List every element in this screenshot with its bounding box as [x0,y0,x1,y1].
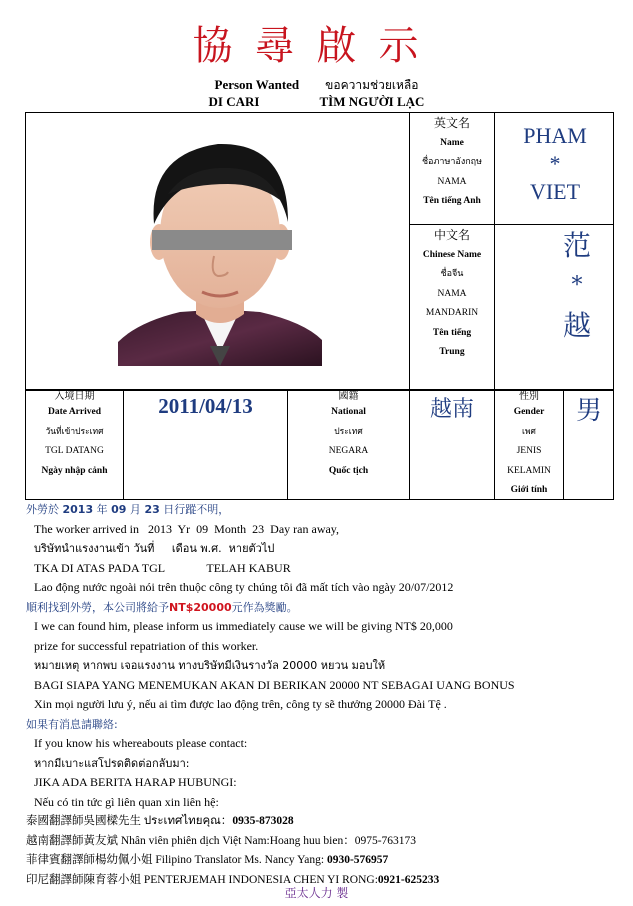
contact-filipino-translator: 菲律賓翻譯師楊幼佩小姐 Filipino Translator Ms. Nancy Yang: 0930-576957 [26,854,389,866]
notice-line-en-2: I we can found him, please inform us immediately cause we will be giving NT$ 20,000 [34,619,453,633]
agency-signature: 亞太人力 製 [284,886,349,900]
name-zh-separator: * [571,273,583,298]
date-arrived-label: 入境日期 Date Arrived วันที่เข้าประเทศ TGL DATANG Ngày nhập cảnh [41,391,108,476]
contact-heading-zh: 如果有消息請聯絡: [26,717,118,731]
notice-line-zh-1: 外勞於 2013 年 09 月 23 日行蹤不明， [26,503,230,516]
nationality-label: 國籍 National ประเทศ NEGARA Quốc tịch [328,391,369,476]
name-en-given: VIET [529,179,581,204]
notice-line-en-3: prize for successful repatriation of this worker. [34,638,259,653]
name-zh-label: 中文名 Chinese Name ชื่อจีน NAMA MANDARIN Tên tiếng Trung [422,228,482,357]
subtitle-tim-nguoi-lac: TÌM NGƯỜI LẠC [319,94,425,109]
name-en-value [496,118,614,210]
subtitle-di-cari: DI CARI [208,94,260,109]
contact-heading-en: If you know his whereabouts please contact: [34,736,248,750]
contact-indonesia-translator: 印尼翻譯師陳育蓉小姐 PENTERJEMAH INDONESIA CHEN YI RONG:0921-625233 [26,873,440,886]
nationality-value: 越南 [429,397,474,422]
name-en-label: 英文名 Name ชื่อภาษาอังกฤษ NAMA Tên tiếng Anh [421,116,483,206]
poster-title: 協尋啟示 [192,23,441,69]
portrait-image [118,114,322,366]
reward-amount: NT$20000 [169,600,232,614]
contact-heading-vi: Nếu có tin tức gì liên quan xin liên hệ: [34,794,219,809]
contact-heading-id: JIKA ADA BERITA HARAP HUBUNGI: [34,775,237,789]
contact-thai-translator: 泰國翻譯師吳國樑先生 ประเทศไทยคุณ：0935-873028 [26,815,294,827]
worker-photo [118,114,322,366]
notice-body [26,500,515,890]
subtitle-line-1 [0,76,633,95]
subtitle-thai: ขอความช่วยเหลือ [325,78,419,92]
gender-value: 男 [575,396,602,426]
notice-line-id-2: BAGI SIAPA YANG MENEMUKAN AKAN DI BERIKAN 20000 NT SEBAGAI UANG BONUS [34,677,515,692]
notice-line-en-1: The worker arrived in 2013 Yr 09 Month 23 Day ran away, [34,521,340,536]
notice-line-th-2: หมายเหตุ หากพบ เจอแรงงาน ทางบริษัทมีเงินรางวัล 20000 หยวน มอบให้ [34,659,386,672]
name-zh-family: 范 [562,229,591,262]
subtitle-line-2 [0,94,633,110]
notice-line-vi-1: Lao động nước ngoài nói trên thuộc công ty chúng tôi đã mất tích vào ngày 20/07/2012 [34,580,454,594]
name-en-separator: * [549,151,561,176]
notice-line-vi-2: Xin mọi người lưu ý, nếu ai tìm được lao động trên, công ty sẽ thưởng 20000 Đài Tệ . [34,697,447,711]
subtitle-person-wanted: Person Wanted [214,77,300,92]
contact-vietnam-translator: 越南翻譯師黃友斌 Nhân viên phiên dịch Việt Nam:Hoang huu bien：0975-763173 [26,834,417,847]
date-arrived-value: 2011/04/13 [158,394,253,418]
gender-label: 性別 Gender เพศ JENIS KELAMIN Giới tính [507,391,551,495]
notice-line-th-1: บริษัทนำแรงงานเข้า วันที่ เดือน พ.ศ. หายตัวไป [34,542,275,555]
notice-line-zh-2: 順利找到外勞，本公司將給予NT$20000元作為獎勵。 [26,600,298,614]
name-en-family: PHAM [523,123,587,148]
name-zh-value [540,226,614,346]
contact-heading-th: หากมีเบาะแสโปรดติดต่อกลับมา: [34,756,190,770]
notice-line-id-1: TKA DI ATAS PADA TGL TELAH KABUR [34,560,291,575]
name-zh-given: 越 [562,309,591,342]
